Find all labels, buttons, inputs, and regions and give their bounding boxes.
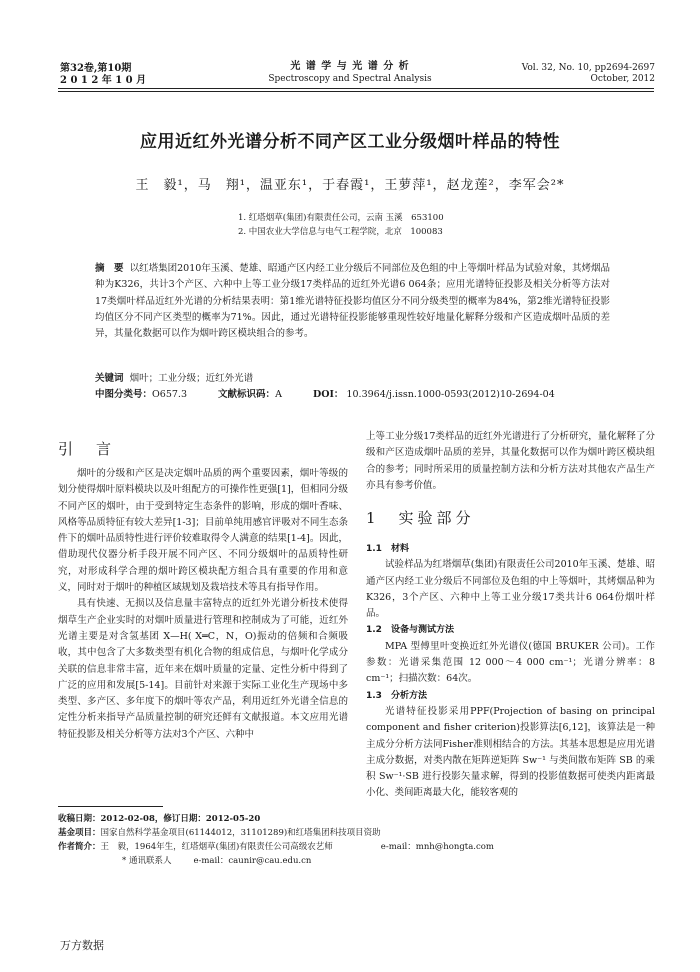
- methods-paragraph: 光谱特征投影采用PPF(Projection of basing on principal component and fisher criterion)投影算法[6,12]，该算法是一种主成分分析方法同Fisher准则相结合的方法。其基本思想是应用光谱主成分数据，对类内散在矩阵逆矩阵 Sw⁻¹ 与类间散布矩阵 SB 的乘积 Sw⁻¹·SB 进行投影矢量求解，得到的投影值数据可使类内距离最小化、类间距离最大化，能较客观的: [366, 705, 655, 799]
- subsection-methods: 1.3 分析方法: [366, 690, 427, 701]
- journal-name-en: Spectroscopy and Spectral Analysis: [268, 74, 432, 84]
- bio-text: 王 毅，1964年生，红塔烟草(集团)有限责任公司高级农艺师: [100, 842, 333, 852]
- subsection-materials: 1.1 材料: [366, 544, 409, 554]
- right-column-experiment: [366, 541, 655, 802]
- intro-paragraph-2: 具有快速、无损以及信息量丰富特点的近红外光谱分析技术使得烟草生产企业实时的对烟叶质量进行管理和控制成为了可能，近红外光谱主要是对含氢基团 X—H( X═C，N，O)振动的倍频和合频吸收，其中包含了大多数类型有机化合物的组成信息，与烟叶化学成分关联的信息非常丰富，近年来在烟叶质量的定量、定性分析中得到了广泛的应用和发展[5-14]。目前针对来源于实际工业化生产现场中多类型、多产区、多年度下的烟叶等农产品，利用近红外光谱全信息的定性分析来指导产品质量控制的研究还鲜有文献报道。本文应用光谱特征投影及相关分析等方法对3个产区、六种中: [58, 598, 348, 740]
- date-en: October, 2012: [590, 74, 655, 84]
- bio-label: 作者简介：: [58, 842, 101, 852]
- keywords-block: [95, 371, 555, 403]
- section-heading-introduction: 引 言: [58, 440, 116, 458]
- footnotes: [58, 812, 658, 868]
- abstract: [95, 261, 610, 342]
- doi-value: 10.3964/j.issn.1000-0593(2012)10-2694-04: [346, 389, 555, 400]
- fund-label: 基金项目：: [58, 828, 101, 838]
- fund-text: 国家自然科学基金项目(61144012，31101289)和红塔集团科技项目资助: [100, 828, 381, 838]
- journal-volume-en: [522, 63, 655, 85]
- volume-cn: 第32卷,第10期: [60, 63, 132, 74]
- clc-code: O657.3: [152, 389, 188, 400]
- intro-paragraph-1: 烟叶的分级和产区是决定烟叶品质的两个重要因素，烟叶等级的划分使得烟叶原料模块以及叶组配方的可操作性更强[1]，但相同分级不同产区的烟叶，由于受到特定生态条件的影响，形成的烟叶香味、风格等品质特征有较大差异[1-3]；目前单纯用感官评吸对不同生态条件下的烟叶品质特性进行评价较难取得令人满意的结果[1-4]。因此，借助现代仪器分析手段开展不同产区、不同分级烟叶的品质特性研究，对形成科学合理的烟叶跨区模块配方组合具有重要的作用和意义，同时对于烟叶的种植区域规划及栽培技术等具有指导作用。: [58, 468, 348, 594]
- section-heading-experiment: 1 实验部分: [366, 509, 475, 527]
- subsection-equipment: 1.2 设备与测试方法: [366, 625, 454, 636]
- materials-paragraph: 试验样品为红塔烟草(集团)有限责任公司2010年玉溪、楚雄、昭通产区内经工业分级后不同部位及色组的中上等烟叶，其烤烟品种为K326，3个产区、六种中上等工业分级17类共计6 064份烟叶样品。: [366, 559, 655, 620]
- received-dates: 收稿日期：2012-02-08，修订日期：2012-05-20: [58, 814, 261, 824]
- intro-continuation: 上等工业分级17类样品的近红外光谱进行了分析研究，量化解释了分级和产区造成烟叶品质的差异，其量化数据可以作为烟叶跨区模块组合的参考；同时所采用的质量控制方法和分析方法对其他农产品生产亦具有参考价值。: [366, 431, 655, 491]
- doc-code-label: 文献标识码：: [218, 389, 276, 400]
- equipment-paragraph: MPA 型傅里叶变换近红外光谱仪(德国 BRUKER 公司)。工作参数：光谱采集范围 12 000～4 000 cm⁻¹；光谱分辨率：8 cm⁻¹；扫描次数：64次。: [366, 640, 655, 685]
- date-cn: 2 0 1 2 年 1 0 月: [60, 75, 147, 86]
- keywords-text: 烟叶；工业分级；近红外光谱: [129, 373, 254, 384]
- affiliation-1: 1. 红塔烟草(集团)有限责任公司，云南 玉溪 653100: [238, 213, 444, 223]
- volume-en: Vol. 32, No. 10, pp2694-2697: [521, 63, 655, 73]
- affiliation-2: 2. 中国农业大学信息与电气工程学院，北京 100083: [238, 227, 443, 237]
- footnote-rule: [58, 806, 163, 807]
- watermark: 万方数据: [60, 939, 104, 952]
- doi-label: DOI：: [312, 389, 344, 400]
- corresponding-label: * 通讯联系人: [122, 856, 172, 866]
- left-column: [58, 466, 348, 743]
- affiliations: [238, 211, 444, 239]
- author-list: 王 毅¹，马 翔¹，温亚东¹，于春霞¹，王萝萍¹，赵龙莲²，李军会²*: [135, 178, 565, 193]
- journal-name-cn: 光 谱 学 与 光 谱 分 析: [290, 61, 410, 72]
- author-email: e-mail：mnh@hongta.com: [380, 842, 494, 852]
- header-rule-thin: [58, 91, 654, 92]
- right-column: [366, 429, 655, 494]
- header-rule: [58, 88, 654, 89]
- keywords-label: 关键词: [95, 373, 124, 384]
- paper-title: 应用近红外光谱分析不同产区工业分级烟叶样品的特性: [140, 132, 560, 152]
- abstract-text: 以红塔集团2010年玉溪、楚雄、昭通产区内经工业分级后不同部位及色组的中上等烟叶样品为试验对象，其烤烟品种为K326，共计3个产区、六种中上等工业分级17类样品的近红外光谱6 064条；应用光谱特征投影及相关分析等方法对17类烟叶样品近红外光谱的分析结果表明：第1维光谱特征投影均值区分不同分级类型的概率为84%，第2维光谱特征投影均值区分不同产区类型的概率为71%。因此，通过光谱特征投影能够重现性较好地量化解释分级和产区造成烟叶品质的差异，其量化数据可以作为烟叶跨区模块组合的参考。: [95, 263, 610, 340]
- clc-label: 中图分类号：: [95, 389, 153, 400]
- abstract-label: 摘 要: [95, 263, 124, 274]
- doc-code: A: [275, 389, 282, 400]
- corresponding-email: e-mail：caunir@cau.edu.cn: [193, 856, 312, 866]
